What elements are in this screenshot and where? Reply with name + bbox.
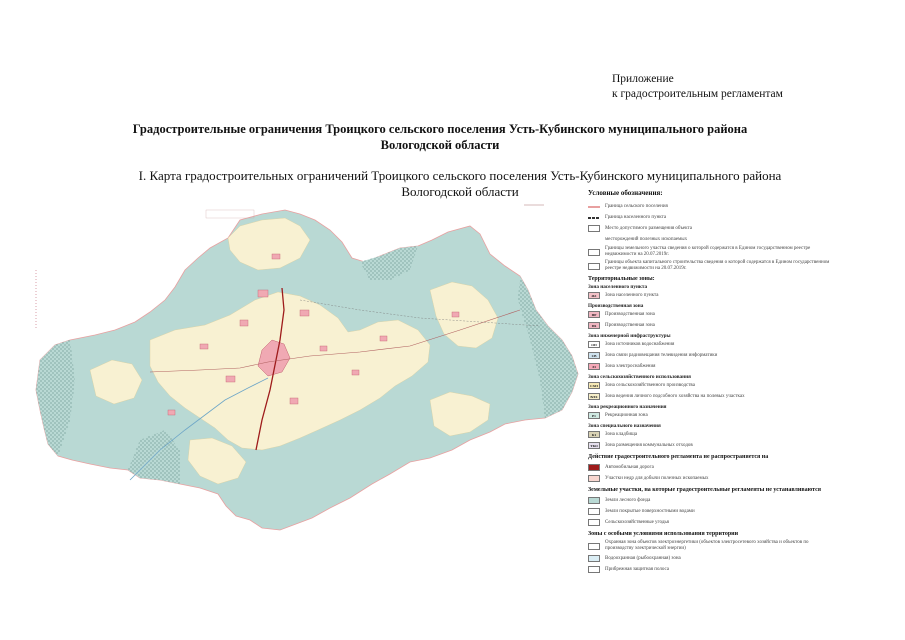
legend-swatch [588, 341, 600, 348]
legend-label: Место допустимого размещения объекта [605, 225, 692, 231]
legend-label: Зона размещения коммунальных отходов [605, 442, 693, 448]
legend-group-head: Зона рекреационного назначения [588, 404, 667, 410]
legend-label: Зона кладбища [605, 431, 638, 437]
legend-code: ВЛХ [590, 394, 598, 399]
legend-swatch [588, 519, 600, 526]
legend-code: К1 [591, 432, 597, 437]
legend-label: Граница населенного пункта [605, 214, 667, 220]
legend-code: ОП [591, 342, 597, 347]
legend-label: Участки недр для добычи полезных ископаемых [605, 475, 709, 481]
legend-swatch [588, 236, 600, 243]
legend-code: Р1 [592, 413, 596, 418]
appendix-line-2: к градостроительным регламентам [612, 88, 783, 100]
legend-swatch [588, 225, 600, 232]
legend-label: Зона связи радиовещания телевидения информатики [605, 352, 718, 358]
legend-item [588, 350, 838, 361]
legend-swatch [588, 352, 600, 359]
legend-label: Охранная зона объектов электроэнергетики (объектов электросетевого хозяйства и объектов по производству электрической энергии) [605, 540, 809, 551]
legend-group-head: Зона населенного пункта [588, 284, 648, 290]
settlement-1 [258, 290, 268, 297]
legend-label: Зона сельскохозяйственного производства [605, 382, 695, 388]
legend-item [588, 212, 838, 223]
legend-label: Зона электроснабжения [605, 363, 656, 369]
settlement-12 [452, 312, 459, 317]
legend-swatch [588, 464, 600, 471]
settlement-3 [300, 310, 309, 316]
settlement-2 [240, 320, 248, 326]
legend-zones [588, 284, 838, 451]
legend-swatch [588, 508, 600, 515]
settlement-11 [168, 410, 175, 415]
legend-not-applied [588, 462, 838, 484]
settlement-10 [272, 254, 280, 259]
legend-code: Э1 [591, 364, 597, 369]
legend-swatch [588, 393, 600, 400]
legend-code: Ж1 [591, 293, 597, 298]
legend-swatch [588, 555, 600, 562]
legend-label: Рекреационная зона [605, 412, 648, 418]
legend-label: Граница сельского поселения [605, 203, 668, 209]
legend-swatch [588, 217, 600, 219]
legend-swatch [588, 497, 600, 504]
legend-no-regs-title: Земельные участки, на которые градостроительные регламенты не устанавливаются [588, 487, 822, 493]
legend-code: СВ [591, 353, 597, 358]
legend-item [588, 517, 838, 528]
legend-item [588, 245, 838, 259]
settlement-6 [290, 398, 298, 404]
map-title-line-2: Вологодской области [401, 184, 519, 199]
legend-special [588, 539, 838, 575]
legend-swatch [588, 311, 600, 318]
legend-not-applied-title: Действие градостроительного регламента не распространяется на [588, 454, 769, 460]
legend-label: Производственная зона [605, 311, 655, 317]
legend-item [588, 506, 838, 517]
legend-item [588, 320, 838, 331]
legend-item [588, 223, 838, 234]
legend-item [588, 564, 838, 575]
legend-item [588, 234, 838, 245]
legend-swatch [588, 206, 600, 208]
legend-label: Водоохранная (рыбоохранная) зона [605, 555, 681, 561]
legend-item [588, 339, 838, 350]
settlement-9 [380, 336, 387, 341]
legend-swatch [588, 249, 600, 256]
legend-item [588, 410, 838, 421]
legend-item [588, 539, 838, 553]
legend-swatch [588, 363, 600, 370]
legend-label: Земли лесного фонда [605, 497, 651, 503]
legend-lines [588, 201, 838, 273]
legend-item [588, 429, 838, 440]
legend-item [588, 462, 838, 473]
legend-swatch [588, 412, 600, 419]
legend-item [588, 553, 838, 564]
legend-label: Сельскохозяйственные угодья [605, 519, 669, 525]
legend-swatch [588, 292, 600, 299]
page-title-line-1: Градостроительные ограничения Троицкого сельского поселения Усть-Кубинского муниципального района [132, 122, 748, 136]
map-legend [588, 190, 838, 575]
legend-item [588, 309, 838, 320]
legend-special-title: Зоны с особыми условиями использования территории [588, 531, 739, 537]
legend-zones-title: Территориальные зоны: [588, 276, 655, 282]
legend-no-regs [588, 495, 838, 528]
legend-group-head: Производственная зона [588, 303, 644, 309]
map-stamp [206, 210, 254, 218]
legend-swatch [588, 322, 600, 329]
legend-code: ТКО [590, 443, 598, 448]
legend-label: Зона населенного пункта [605, 292, 659, 298]
legend-code: СХП [590, 383, 598, 388]
legend-item [588, 290, 838, 301]
legend-group-head: Зона сельскохозяйственного использования [588, 374, 691, 380]
legend-item [588, 259, 838, 273]
legend-item [588, 440, 838, 451]
legend-label: Прибрежная защитная полоса [605, 566, 670, 572]
legend-item [588, 391, 838, 402]
map-title-line-1: I. Карта градостроительных ограничений Троицкого сельского поселения Усть-Кубинского муниципального района [138, 168, 782, 183]
page-title-line-2: Вологодской области [380, 138, 500, 152]
legend-label: Автомобильная дорога [605, 464, 654, 470]
legend-item [588, 473, 838, 484]
settlement-5 [226, 376, 235, 382]
legend-swatch [588, 442, 600, 449]
legend-label: Производственная зона [605, 322, 655, 328]
legend-group-head: Зона специального назначения [588, 423, 661, 429]
legend-swatch [588, 566, 600, 573]
legend-label: месторождений полезных ископаемых [605, 236, 688, 242]
appendix-line-1: Приложение [612, 73, 674, 85]
legend-label: Зона источников водоснабжения [605, 341, 675, 347]
legend-label: Границы объекта капитального строительства сведения о которой содержатся в Едином государственном реестре недвижимости на 20.07.2019г. [605, 260, 830, 271]
legend-item [588, 380, 838, 391]
legend-swatch [588, 543, 600, 550]
legend-group-head: Зона инженерной инфраструктуры [588, 333, 671, 339]
legend-label: Зона ведения личного подсобного хозяйства на полевых участках [605, 393, 745, 399]
settlement-4 [320, 346, 327, 351]
legend-title: Условные обозначения: [588, 189, 663, 197]
settlement-8 [200, 344, 208, 349]
legend-item [588, 201, 838, 212]
legend-item [588, 361, 838, 372]
legend-swatch [588, 431, 600, 438]
legend-item [588, 495, 838, 506]
legend-code: ПР [591, 312, 597, 317]
legend-swatch [588, 263, 600, 270]
legend-swatch [588, 475, 600, 482]
settlement-7 [352, 370, 359, 375]
legend-swatch [588, 382, 600, 389]
legend-label: Границы земельного участка сведения о которой содержатся в Едином государственном реестре недвижимости на 20.07.2019г. [605, 246, 811, 257]
legend-label: Земли покрытые поверхностными водами [605, 508, 695, 514]
legend-code: П6 [591, 323, 597, 328]
